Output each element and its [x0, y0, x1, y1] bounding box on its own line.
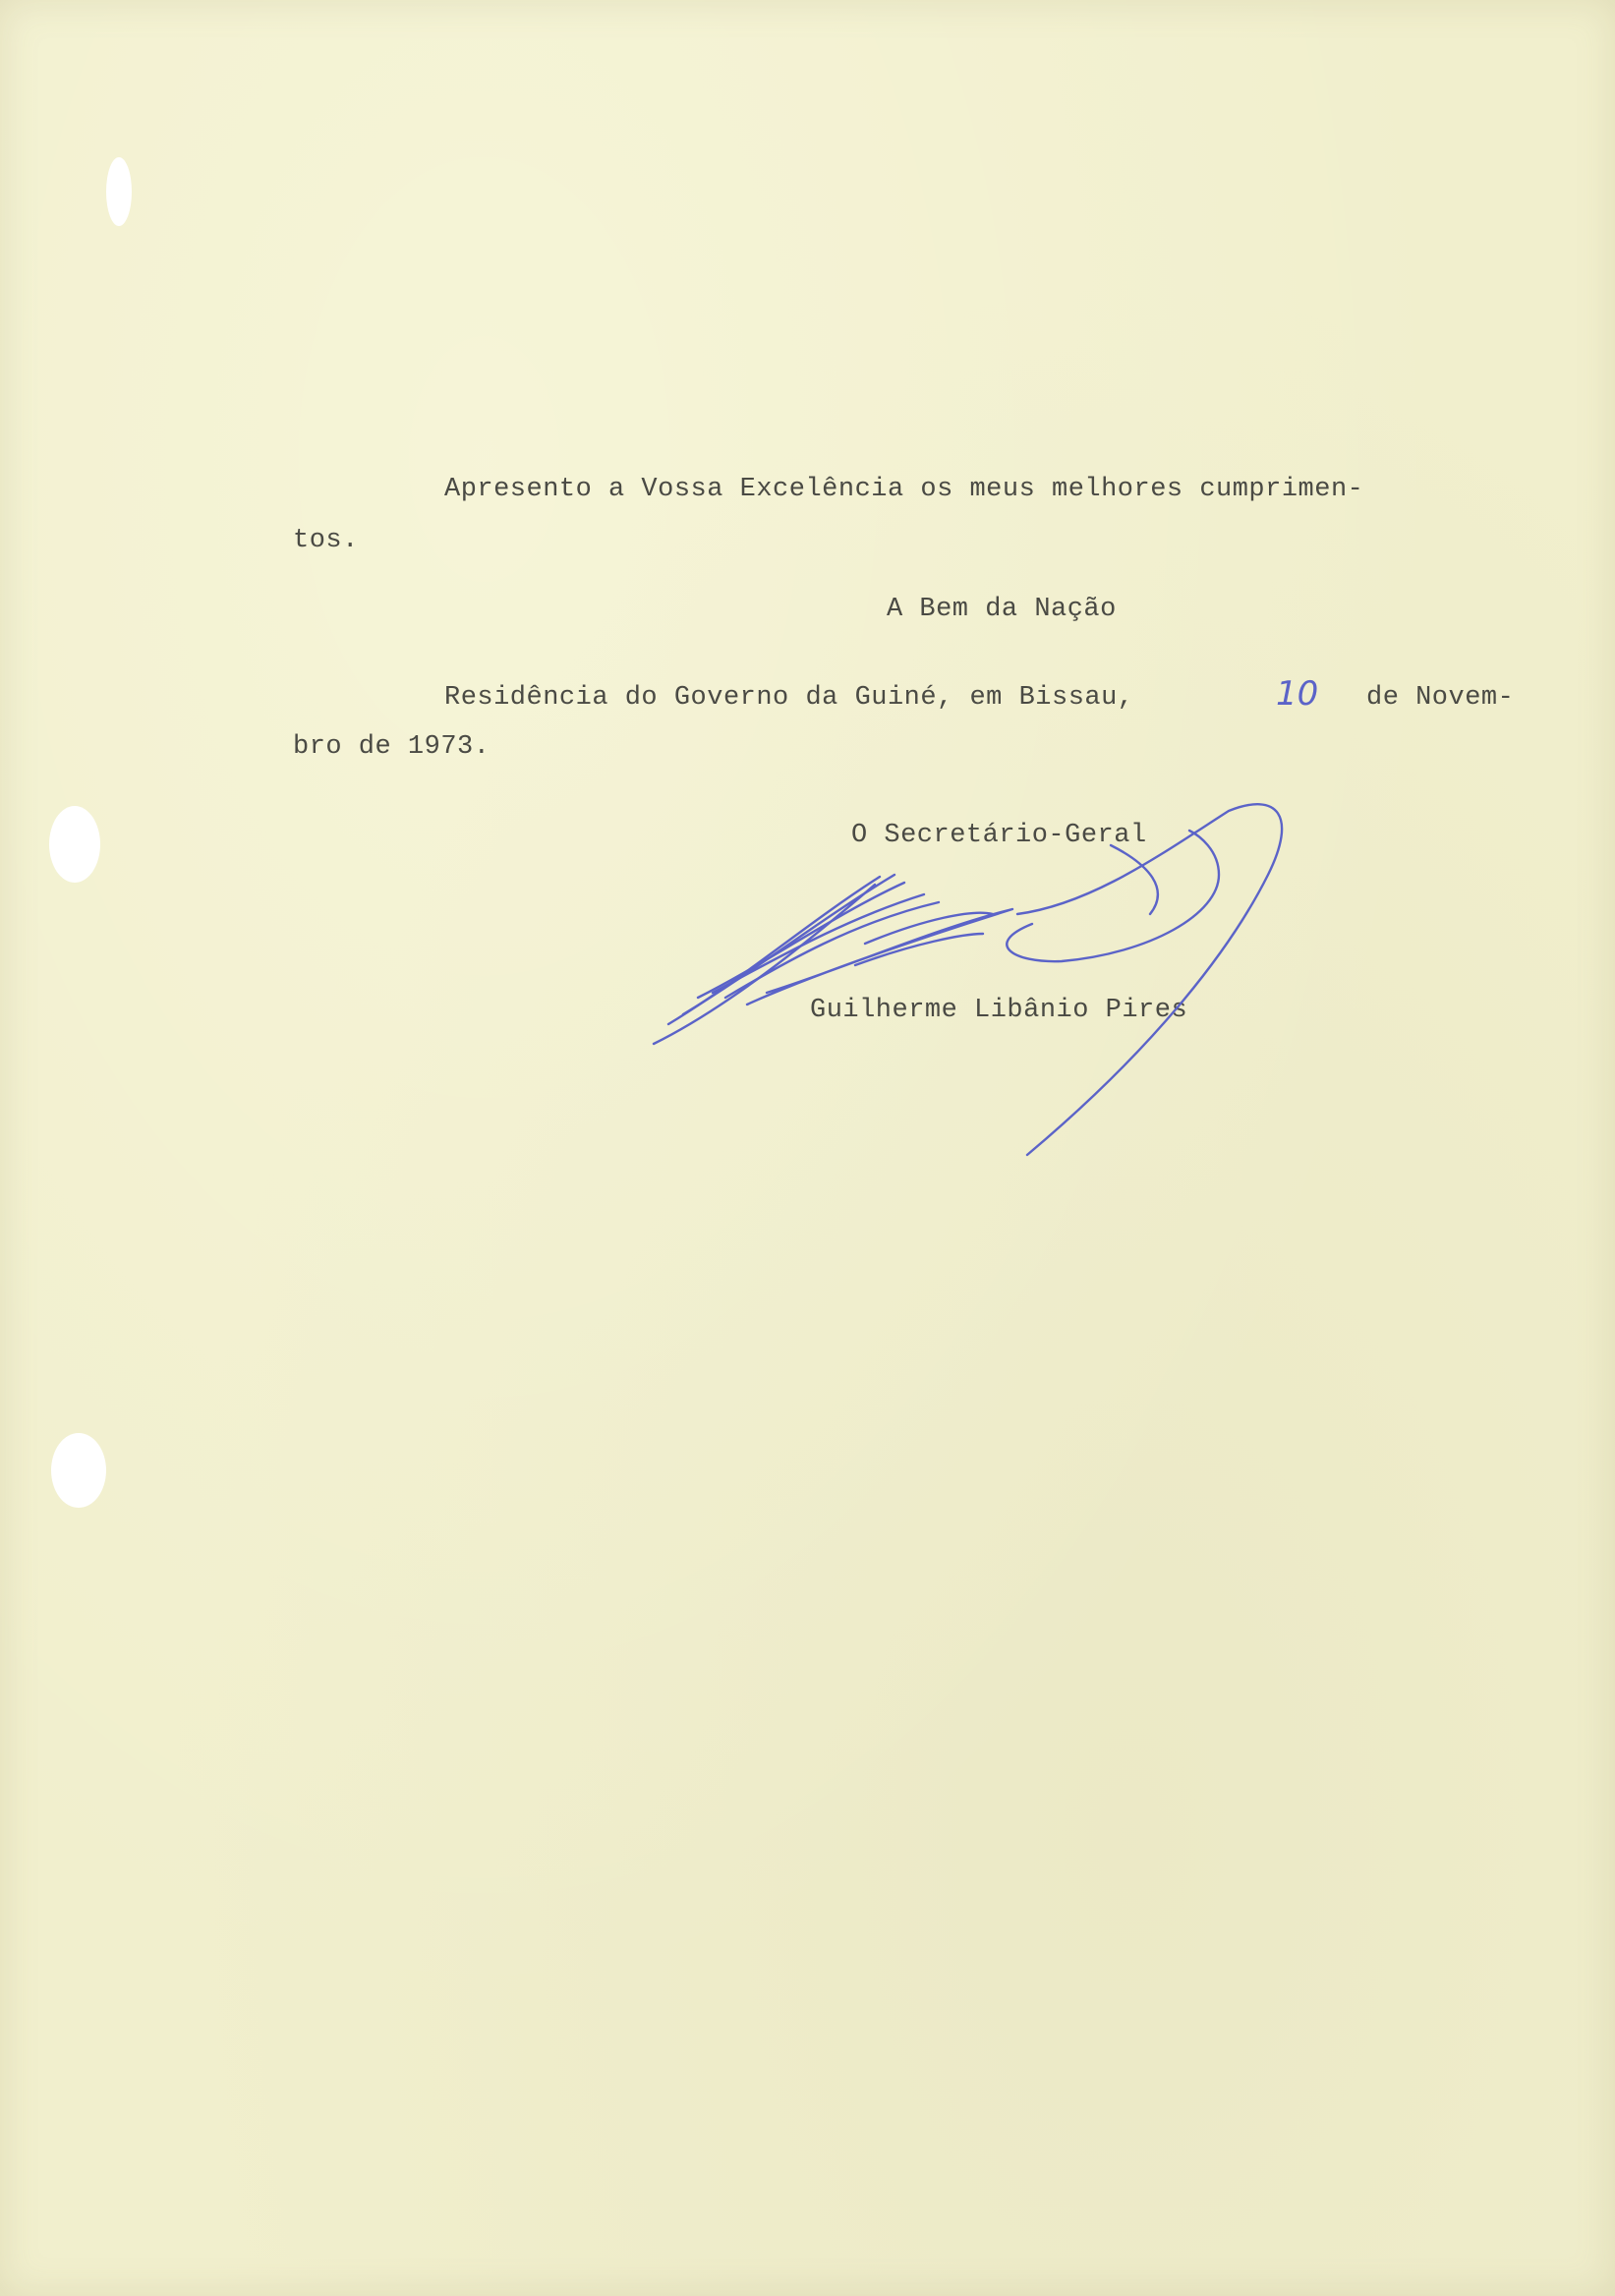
signatory-name: Guilherme Libânio Pires: [810, 996, 1188, 1025]
place-date-line-2: bro de 1973.: [293, 732, 490, 762]
handwritten-signature: [639, 796, 1307, 1179]
punch-hole-bottom: [51, 1433, 106, 1508]
closing-line-2: tos.: [293, 526, 359, 555]
closing-line-1: Apresento a Vossa Excelência os meus melhores cumprimen-: [444, 475, 1364, 504]
signatory-title: O Secretário-Geral: [851, 821, 1147, 850]
punch-hole-top: [106, 157, 132, 226]
punch-hole-middle: [49, 806, 100, 883]
motto: A Bem da Nação: [887, 595, 1117, 624]
place-date-part-2: de Novem-: [1366, 683, 1515, 713]
handwritten-day: 10: [1276, 674, 1319, 714]
place-date-part-1: Residência do Governo da Guiné, em Bissau,: [444, 683, 1134, 713]
